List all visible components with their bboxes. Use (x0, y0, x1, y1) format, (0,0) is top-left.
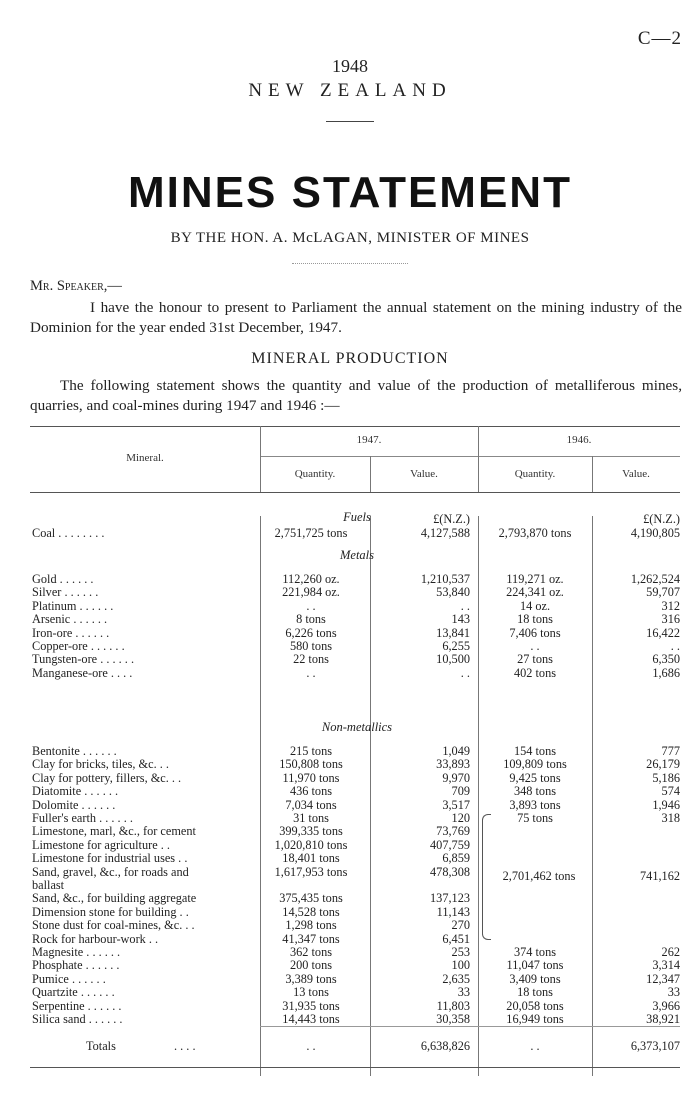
cell-value-1947: 6,255 (442, 639, 470, 653)
cell-quantity-1947: 18,401 tons (282, 851, 340, 866)
cell-quantity-1946: . . (530, 639, 540, 653)
document-title: MINES STATEMENT (128, 168, 572, 217)
cell-value-1946: 5,186 (652, 770, 680, 785)
cell-mineral: Arsenic . . . . . . (32, 612, 108, 627)
cell-quantity-1947: 2,751,725 tons (274, 526, 348, 540)
cell-quantity-1947: 580 tons (289, 639, 333, 653)
cell-quantity-1947: 31 tons (293, 811, 329, 825)
cell-value-1946: 1,946 (652, 797, 680, 812)
cell-quantity-1947: 14,528 tons (282, 904, 340, 919)
cell-value-1947: 1,210,537 (420, 572, 470, 586)
cell-value-1946: 318 (661, 811, 680, 825)
cell-value-1947: 33 (457, 985, 470, 1000)
header-value-1947: Value. (410, 468, 438, 480)
intro-paragraph: I have the honour to present to Parliament the annual statement on the mining industry of the Dominion for the year ended 31st December, 1947. (30, 299, 682, 336)
cell-value-1947: 6,451 (442, 931, 470, 946)
cell-value-1946: 312 (661, 598, 680, 613)
totals-quantity-1947: . . (306, 1039, 316, 1053)
cell-quantity-1947: 399,335 tons (279, 824, 343, 839)
grouped-1946-row (30, 869, 680, 884)
cell-mineral: Coal . . . . . . . . (32, 526, 105, 540)
header-quantity-1947: Quantity. (294, 468, 336, 480)
totals-rule (260, 1026, 680, 1027)
cell-quantity-1947: 215 tons (289, 744, 333, 758)
cell-quantity-1946: 374 tons (513, 945, 557, 959)
cell-mineral: ballast (32, 878, 65, 892)
totals-label: Totals (86, 1039, 116, 1053)
cell-mineral: Rock for harbour-work . . (32, 931, 159, 946)
cell-mineral: Sand, &c., for building aggregate (32, 891, 197, 906)
header-year-1946: 1946. (566, 434, 592, 446)
cell-value-1947: 6,859 (442, 851, 470, 866)
cell-value-1946: 574 (661, 784, 680, 799)
cell-quantity-1946: 9,425 tons (509, 770, 561, 785)
cell-value-1947: 478,308 (430, 864, 470, 879)
cell-quantity-1946: 3,893 tons (509, 797, 561, 812)
totals-quantity-1946: . . (530, 1039, 540, 1053)
divider (292, 263, 408, 264)
cell-value-1946: 38,921 (646, 1012, 680, 1026)
grouped-value-1946: 741,162 (640, 869, 680, 883)
cell-quantity-1947: 112,260 oz. (282, 572, 340, 586)
cell-mineral: Diatomite . . . . . . (32, 784, 119, 799)
cell-value-1947: 33,893 (436, 757, 470, 772)
cell-quantity-1947: 11,970 tons (282, 770, 340, 785)
year-rule (260, 456, 680, 457)
cell-value-1946: 1,686 (652, 665, 680, 680)
header-quantity-1946: Quantity. (514, 468, 556, 480)
section-non-metallics: Non-metallics (321, 720, 393, 734)
cell-value-1947: 11,143 (436, 904, 470, 919)
cell-quantity-1946: 3,409 tons (509, 971, 561, 986)
cell-quantity-1947: 31,935 tons (282, 998, 340, 1013)
cell-value-1946: 3,314 (652, 958, 680, 973)
cell-mineral: Manganese-ore . . . . (32, 665, 133, 680)
cell-quantity-1947: . . (306, 598, 316, 613)
page-reference: C—2 (637, 28, 682, 49)
cell-mineral: Fuller's earth . . . . . . (32, 811, 133, 825)
cell-quantity-1946: 119,271 oz. (506, 572, 564, 586)
cell-value-1947: 10,500 (436, 652, 470, 667)
cell-value-1947: 120 (451, 811, 470, 825)
cell-quantity-1947: . . (306, 665, 316, 680)
cell-quantity-1947: 41,347 tons (282, 931, 340, 946)
divider (326, 121, 374, 122)
cell-quantity-1947: 221,984 oz. (282, 585, 340, 600)
cell-value-1947: 4,127,588 (420, 526, 470, 540)
totals-value-1947: 6,638,826 (420, 1039, 470, 1053)
cell-mineral: Tungsten-ore . . . . . . (32, 652, 135, 667)
cell-value-1946: 777 (661, 744, 680, 758)
cell-value-1947: . . (460, 665, 470, 680)
cell-value-1947: 270 (451, 918, 470, 933)
header-year-1947: 1947. (356, 434, 382, 446)
cell-quantity-1947: 1,617,953 tons (274, 864, 348, 879)
cell-quantity-1946: 18 tons (517, 985, 553, 1000)
cell-quantity-1947: 1,020,810 tons (274, 837, 348, 852)
cell-mineral: Gold . . . . . . (32, 572, 94, 586)
cell-quantity-1947: 6,226 tons (285, 625, 337, 640)
table-row (30, 666, 680, 681)
cell-quantity-1947: 362 tons (289, 945, 333, 959)
cell-quantity-1947: 22 tons (293, 652, 329, 667)
cell-value-1946: 26,179 (646, 757, 680, 772)
table-row (30, 1012, 680, 1027)
cell-quantity-1947: 1,298 tons (285, 918, 337, 933)
cell-quantity-1947: 375,435 tons (279, 891, 343, 906)
cell-value-1947: 53,840 (436, 585, 470, 600)
cell-value-1947: 3,517 (442, 797, 470, 812)
totals-value-1946: 6,373,107 (630, 1039, 680, 1053)
cell-mineral: Limestone for industrial uses . . (32, 851, 188, 866)
section-metals: Metals (339, 548, 375, 562)
cell-quantity-1946: 109,809 tons (503, 757, 567, 772)
table-top-rule (30, 426, 680, 427)
cell-value-1947: 407,759 (430, 837, 470, 852)
unit-label-1947: £(N.Z.) (433, 512, 470, 526)
cell-value-1947: 100 (451, 958, 470, 973)
grouped-quantity-1946: 2,701,462 tons (502, 869, 576, 883)
mineral-production-table (30, 426, 680, 1076)
table-row (30, 526, 680, 541)
cell-value-1947: 1,049 (442, 744, 470, 758)
cell-mineral: Iron-ore . . . . . . (32, 625, 110, 640)
cell-mineral: Dimension stone for building . . (32, 904, 189, 919)
cell-mineral: Clay for pottery, fillers, &c. . . (32, 770, 182, 785)
report-year: 1948 (332, 56, 368, 76)
cell-quantity-1946: 11,047 tons (506, 958, 564, 973)
section-paragraph: The following statement shows the quantity and value of the production of metalliferous mines, quarries, and coal-mines during 1947 and 1946 :— (30, 377, 682, 414)
cell-quantity-1947: 7,034 tons (285, 797, 337, 812)
cell-quantity-1947: 436 tons (289, 784, 333, 799)
cell-value-1947: 2,635 (442, 971, 470, 986)
cell-value-1946: 1,262,524 (630, 572, 680, 586)
cell-quantity-1947: 3,389 tons (285, 971, 337, 986)
cell-value-1946: 16,422 (646, 625, 680, 640)
section-heading: MINERAL PRODUCTION (251, 350, 449, 367)
header-bottom-rule (30, 492, 680, 493)
cell-quantity-1946: 27 tons (517, 652, 553, 667)
cell-value-1947: 13,841 (436, 625, 470, 640)
cell-quantity-1946: 2,793,870 tons (498, 526, 572, 540)
cell-mineral: Limestone for agriculture . . (32, 837, 170, 852)
cell-quantity-1946: 154 tons (513, 744, 557, 758)
cell-value-1947: 11,803 (436, 998, 470, 1013)
cell-mineral: Silver . . . . . . (32, 585, 99, 600)
cell-mineral: Dolomite . . . . . . (32, 797, 116, 812)
cell-value-1947: . . (460, 598, 470, 613)
cell-mineral: Clay for bricks, tiles, &c. . . (32, 757, 169, 772)
unit-label-1946: £(N.Z.) (643, 512, 680, 526)
cell-value-1946: 12,347 (646, 971, 680, 986)
cell-value-1946: . . (670, 639, 680, 653)
cell-quantity-1947: 13 tons (293, 985, 329, 1000)
cell-value-1946: 6,350 (652, 652, 680, 667)
cell-quantity-1947: 14,443 tons (282, 1012, 340, 1026)
cell-mineral: Limestone, marl, &c., for cement (32, 824, 196, 839)
cell-value-1946: 3,966 (652, 998, 680, 1013)
cell-quantity-1946: 75 tons (517, 811, 553, 825)
cell-mineral: Magnesite . . . . . . (32, 945, 121, 959)
cell-value-1947: 30,358 (436, 1012, 470, 1026)
cell-quantity-1946: 7,406 tons (509, 625, 561, 640)
salutation: Mr. Speaker,— (30, 278, 122, 294)
cell-value-1946: 4,190,805 (630, 526, 680, 540)
cell-value-1946: 33 (667, 985, 680, 1000)
cell-mineral: Quartzite . . . . . . (32, 985, 115, 1000)
cell-value-1947: 143 (451, 612, 470, 627)
cell-mineral: Bentonite . . . . . . (32, 744, 117, 758)
cell-quantity-1947: 200 tons (289, 958, 333, 973)
section-fuels: Fuels (343, 510, 371, 524)
totals-row (30, 1039, 680, 1054)
table-bottom-rule (30, 1067, 680, 1068)
cell-quantity-1947: 150,808 tons (279, 757, 343, 772)
cell-quantity-1946: 18 tons (517, 612, 553, 627)
country-heading: NEW ZEALAND (248, 80, 452, 101)
cell-value-1946: 262 (661, 945, 680, 959)
cell-quantity-1946: 224,341 oz. (506, 585, 564, 600)
cell-mineral: Pumice . . . . . . (32, 971, 106, 986)
cell-mineral: Phosphate . . . . . . (32, 958, 120, 973)
cell-value-1947: 137,123 (430, 891, 470, 906)
cell-value-1947: 9,970 (442, 770, 470, 785)
cell-quantity-1946: 348 tons (513, 784, 557, 799)
cell-value-1946: 316 (661, 612, 680, 627)
cell-mineral: Serpentine . . . . . . (32, 998, 122, 1013)
cell-mineral: Platinum . . . . . . (32, 598, 114, 613)
cell-value-1947: 253 (451, 945, 470, 959)
cell-quantity-1947: 8 tons (296, 612, 326, 627)
cell-mineral: Silica sand . . . . . . (32, 1012, 123, 1026)
byline: BY THE HON. A. McLAGAN, MINISTER OF MINES (170, 230, 530, 246)
cell-mineral: Copper-ore . . . . . . (32, 639, 125, 653)
cell-mineral: Sand, gravel, &c., for roads and (32, 864, 189, 879)
cell-value-1947: 73,769 (436, 824, 470, 839)
totals-leader: . . . . (174, 1039, 196, 1053)
cell-quantity-1946: 16,949 tons (506, 1012, 564, 1026)
cell-mineral: Stone dust for coal-mines, &c. . . (32, 918, 195, 933)
header-mineral: Mineral. (126, 452, 164, 464)
cell-value-1946: 59,707 (646, 585, 680, 600)
cell-value-1947: 709 (451, 784, 470, 799)
cell-quantity-1946: 14 oz. (519, 598, 551, 613)
cell-quantity-1946: 20,058 tons (506, 998, 564, 1013)
cell-quantity-1946: 402 tons (513, 665, 557, 680)
header-value-1946: Value. (622, 468, 650, 480)
